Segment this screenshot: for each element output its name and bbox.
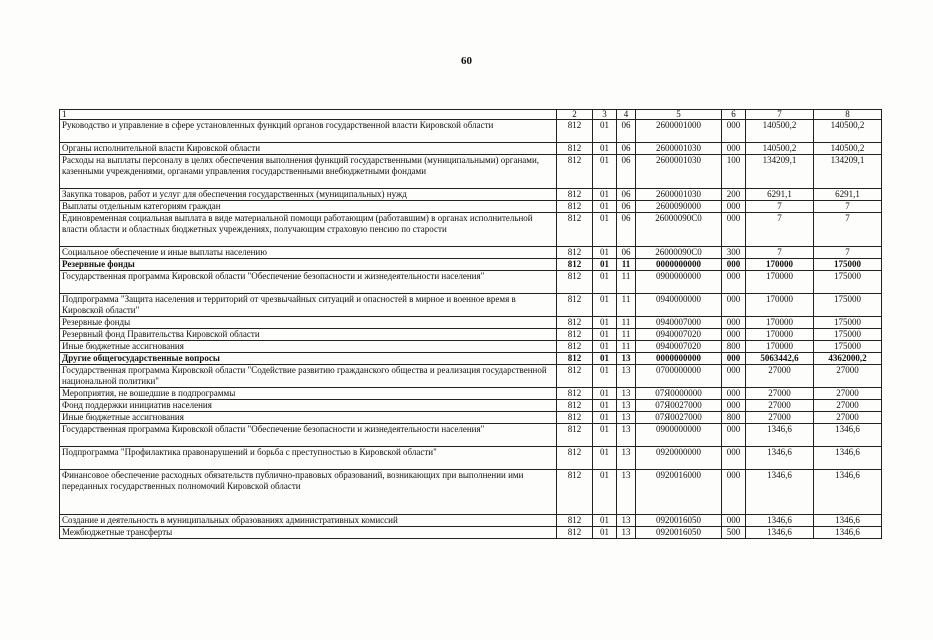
subsection-cell: 13 bbox=[617, 424, 636, 447]
amount-year1-cell: 1346,6 bbox=[746, 515, 814, 527]
section-cell: 01 bbox=[593, 120, 617, 143]
table-row bbox=[60, 271, 882, 294]
subsection-cell: 06 bbox=[617, 189, 636, 201]
table-row bbox=[60, 189, 882, 201]
subsection-cell: 13 bbox=[617, 527, 636, 539]
section-cell: 01 bbox=[593, 515, 617, 527]
subsection-cell: 11 bbox=[617, 259, 636, 271]
target-article-cell: 2600001030 bbox=[636, 155, 722, 189]
table-row bbox=[60, 155, 882, 189]
subsection-cell: 11 bbox=[617, 341, 636, 353]
row-name-cell: Подпрограмма "Профилактика правонарушений и борьба с преступностью в Кировской области" bbox=[60, 447, 557, 470]
code-cell: 812 bbox=[557, 201, 593, 213]
expense-type-cell: 300 bbox=[722, 247, 746, 259]
code-cell: 812 bbox=[557, 353, 593, 365]
amount-year1-cell: 170000 bbox=[746, 341, 814, 353]
expense-type-cell: 000 bbox=[722, 201, 746, 213]
subsection-cell: 06 bbox=[617, 155, 636, 189]
section-cell: 01 bbox=[593, 213, 617, 247]
amount-year1-cell: 5063442,6 bbox=[746, 353, 814, 365]
section-cell: 01 bbox=[593, 470, 617, 515]
subsection-cell: 13 bbox=[617, 353, 636, 365]
table-row bbox=[60, 341, 882, 353]
amount-year2-cell: 175000 bbox=[814, 317, 882, 329]
column-header: 1 bbox=[60, 110, 557, 120]
amount-year2-cell: 175000 bbox=[814, 294, 882, 317]
amount-year2-cell: 1346,6 bbox=[814, 470, 882, 515]
code-cell: 812 bbox=[557, 341, 593, 353]
amount-year1-cell: 7 bbox=[746, 201, 814, 213]
amount-year1-cell: 170000 bbox=[746, 317, 814, 329]
amount-year2-cell: 7 bbox=[814, 201, 882, 213]
subsection-cell: 06 bbox=[617, 247, 636, 259]
code-cell: 812 bbox=[557, 365, 593, 388]
expense-type-cell: 000 bbox=[722, 424, 746, 447]
subsection-cell: 11 bbox=[617, 294, 636, 317]
row-name-cell: Органы исполнительной власти Кировской области bbox=[60, 143, 557, 155]
table-row bbox=[60, 412, 882, 424]
expense-type-cell: 800 bbox=[722, 341, 746, 353]
subsection-cell: 13 bbox=[617, 388, 636, 400]
section-cell: 01 bbox=[593, 155, 617, 189]
code-cell: 812 bbox=[557, 271, 593, 294]
amount-year1-cell: 7 bbox=[746, 247, 814, 259]
row-name-cell: Резервный фонд Правительства Кировской области bbox=[60, 329, 557, 341]
row-name-cell: Социальное обеспечение и иные выплаты населению bbox=[60, 247, 557, 259]
subsection-cell: 06 bbox=[617, 120, 636, 143]
amount-year2-cell: 7 bbox=[814, 247, 882, 259]
target-article-cell: 0920016050 bbox=[636, 527, 722, 539]
code-cell: 812 bbox=[557, 388, 593, 400]
row-name-cell: Финансовое обеспечение расходных обязательств публично-правовых образований, возникающих при выполнении ими переданных государственных полномочий Кировской области bbox=[60, 470, 557, 515]
section-cell: 01 bbox=[593, 447, 617, 470]
expense-type-cell: 000 bbox=[722, 294, 746, 317]
row-name-cell: Подпрограмма "Защита населения и территорий от чрезвычайных ситуаций и опасностей в мирное и военное время в Кировской области" bbox=[60, 294, 557, 317]
subsection-cell: 13 bbox=[617, 470, 636, 515]
target-article-cell: 0000000000 bbox=[636, 259, 722, 271]
column-header: 2 bbox=[557, 110, 593, 120]
section-cell: 01 bbox=[593, 143, 617, 155]
amount-year1-cell: 27000 bbox=[746, 365, 814, 388]
table-row bbox=[60, 470, 882, 515]
budget-table bbox=[59, 109, 882, 539]
subsection-cell: 13 bbox=[617, 447, 636, 470]
table-row bbox=[60, 447, 882, 470]
target-article-cell: 0900000000 bbox=[636, 424, 722, 447]
target-article-cell: 07Я0027000 bbox=[636, 412, 722, 424]
subsection-cell: 13 bbox=[617, 365, 636, 388]
row-name-cell: Создание и деятельность в муниципальных образованиях административных комиссий bbox=[60, 515, 557, 527]
target-article-cell: 0940007000 bbox=[636, 317, 722, 329]
section-cell: 01 bbox=[593, 424, 617, 447]
table-row bbox=[60, 527, 882, 539]
amount-year2-cell: 27000 bbox=[814, 412, 882, 424]
row-name-cell: Резервные фонды bbox=[60, 317, 557, 329]
target-article-cell: 2600001000 bbox=[636, 120, 722, 143]
amount-year1-cell: 1346,6 bbox=[746, 424, 814, 447]
header-row bbox=[60, 110, 882, 120]
amount-year1-cell: 170000 bbox=[746, 294, 814, 317]
table-row bbox=[60, 329, 882, 341]
expense-type-cell: 000 bbox=[722, 400, 746, 412]
page-number: 60 bbox=[461, 55, 472, 67]
expense-type-cell: 800 bbox=[722, 412, 746, 424]
code-cell: 812 bbox=[557, 400, 593, 412]
target-article-cell: 0920000000 bbox=[636, 447, 722, 470]
section-cell: 01 bbox=[593, 388, 617, 400]
subsection-cell: 11 bbox=[617, 317, 636, 329]
table-row bbox=[60, 388, 882, 400]
subsection-cell: 11 bbox=[617, 271, 636, 294]
section-cell: 01 bbox=[593, 329, 617, 341]
expense-type-cell: 000 bbox=[722, 213, 746, 247]
subsection-cell: 13 bbox=[617, 400, 636, 412]
section-cell: 01 bbox=[593, 317, 617, 329]
amount-year1-cell: 140500,2 bbox=[746, 143, 814, 155]
section-cell: 01 bbox=[593, 271, 617, 294]
amount-year2-cell: 140500,2 bbox=[814, 120, 882, 143]
row-name-cell: Мероприятия, не вошедшие в подпрограммы bbox=[60, 388, 557, 400]
row-name-cell: Выплаты отдельным категориям граждан bbox=[60, 201, 557, 213]
section-cell: 01 bbox=[593, 412, 617, 424]
code-cell: 812 bbox=[557, 155, 593, 189]
expense-type-cell: 200 bbox=[722, 189, 746, 201]
amount-year1-cell: 1346,6 bbox=[746, 447, 814, 470]
amount-year2-cell: 175000 bbox=[814, 341, 882, 353]
expense-type-cell: 000 bbox=[722, 329, 746, 341]
target-article-cell: 2600001030 bbox=[636, 143, 722, 155]
amount-year1-cell: 27000 bbox=[746, 388, 814, 400]
amount-year2-cell: 1346,6 bbox=[814, 527, 882, 539]
code-cell: 812 bbox=[557, 120, 593, 143]
expense-type-cell: 000 bbox=[722, 470, 746, 515]
section-cell: 01 bbox=[593, 259, 617, 271]
subsection-cell: 06 bbox=[617, 213, 636, 247]
amount-year2-cell: 27000 bbox=[814, 388, 882, 400]
target-article-cell: 0940007020 bbox=[636, 341, 722, 353]
expense-type-cell: 000 bbox=[722, 515, 746, 527]
amount-year2-cell: 7 bbox=[814, 213, 882, 247]
row-name-cell: Государственная программа Кировской области "Содействие развитию гражданского общества и реализация государственной национальной политики" bbox=[60, 365, 557, 388]
target-article-cell: 0900000000 bbox=[636, 271, 722, 294]
target-article-cell: 0920016000 bbox=[636, 470, 722, 515]
amount-year2-cell: 175000 bbox=[814, 271, 882, 294]
section-cell: 01 bbox=[593, 400, 617, 412]
code-cell: 812 bbox=[557, 247, 593, 259]
section-cell: 01 bbox=[593, 294, 617, 317]
amount-year1-cell: 170000 bbox=[746, 271, 814, 294]
code-cell: 812 bbox=[557, 470, 593, 515]
expense-type-cell: 000 bbox=[722, 143, 746, 155]
target-article-cell: 07Я0027000 bbox=[636, 400, 722, 412]
section-cell: 01 bbox=[593, 353, 617, 365]
amount-year1-cell: 170000 bbox=[746, 259, 814, 271]
subsection-cell: 13 bbox=[617, 515, 636, 527]
amount-year1-cell: 170000 bbox=[746, 329, 814, 341]
code-cell: 812 bbox=[557, 259, 593, 271]
row-name-cell: Руководство и управление в сфере установленных функций органов государственной власти Кировской области bbox=[60, 120, 557, 143]
code-cell: 812 bbox=[557, 424, 593, 447]
section-cell: 01 bbox=[593, 365, 617, 388]
column-header: 4 bbox=[617, 110, 636, 120]
expense-type-cell: 000 bbox=[722, 259, 746, 271]
row-name-cell: Единовременная социальная выплата в виде материальной помощи работающим (работавшим) в органах исполнительной власти области и областных бюджетных учреждениях, получающим страховую пенсию по старости bbox=[60, 213, 557, 247]
target-article-cell: 26000090C0 bbox=[636, 213, 722, 247]
table-row bbox=[60, 201, 882, 213]
table-row bbox=[60, 213, 882, 247]
column-header: 7 bbox=[746, 110, 814, 120]
code-cell: 812 bbox=[557, 515, 593, 527]
row-name-cell: Расходы на выплаты персоналу в целях обеспечения выполнения функций государственными (муниципальными) органами, казенными учреждениями, органами управления государственными внебюджетными фондами bbox=[60, 155, 557, 189]
table-row bbox=[60, 259, 882, 271]
amount-year2-cell: 175000 bbox=[814, 329, 882, 341]
table-row bbox=[60, 294, 882, 317]
table-row bbox=[60, 120, 882, 143]
amount-year2-cell: 175000 bbox=[814, 259, 882, 271]
amount-year1-cell: 6291,1 bbox=[746, 189, 814, 201]
expense-type-cell: 000 bbox=[722, 365, 746, 388]
expense-type-cell: 000 bbox=[722, 353, 746, 365]
target-article-cell: 0000000000 bbox=[636, 353, 722, 365]
table-row bbox=[60, 143, 882, 155]
expense-type-cell: 000 bbox=[722, 388, 746, 400]
code-cell: 812 bbox=[557, 294, 593, 317]
amount-year2-cell: 1346,6 bbox=[814, 515, 882, 527]
amount-year1-cell: 1346,6 bbox=[746, 470, 814, 515]
row-name-cell: Государственная программа Кировской области "Обеспечение безопасности и жизнедеятельности населения" bbox=[60, 271, 557, 294]
amount-year1-cell: 27000 bbox=[746, 412, 814, 424]
table-row bbox=[60, 365, 882, 388]
amount-year2-cell: 134209,1 bbox=[814, 155, 882, 189]
expense-type-cell: 000 bbox=[722, 447, 746, 470]
amount-year2-cell: 1346,6 bbox=[814, 447, 882, 470]
table-row bbox=[60, 247, 882, 259]
target-article-cell: 0920016050 bbox=[636, 515, 722, 527]
target-article-cell: 26000090C0 bbox=[636, 247, 722, 259]
table-row bbox=[60, 515, 882, 527]
table-row bbox=[60, 317, 882, 329]
code-cell: 812 bbox=[557, 527, 593, 539]
row-name-cell: Фонд поддержки инициатив населения bbox=[60, 400, 557, 412]
code-cell: 812 bbox=[557, 213, 593, 247]
code-cell: 812 bbox=[557, 317, 593, 329]
amount-year1-cell: 134209,1 bbox=[746, 155, 814, 189]
target-article-cell: 0940000000 bbox=[636, 294, 722, 317]
amount-year2-cell: 6291,1 bbox=[814, 189, 882, 201]
expense-type-cell: 000 bbox=[722, 317, 746, 329]
row-name-cell: Государственная программа Кировской области "Обеспечение безопасности и жизнедеятельности населения" bbox=[60, 424, 557, 447]
column-header: 3 bbox=[593, 110, 617, 120]
table-row bbox=[60, 424, 882, 447]
amount-year1-cell: 27000 bbox=[746, 400, 814, 412]
expense-type-cell: 000 bbox=[722, 120, 746, 143]
target-article-cell: 0940007020 bbox=[636, 329, 722, 341]
column-header: 6 bbox=[722, 110, 746, 120]
subsection-cell: 06 bbox=[617, 201, 636, 213]
row-name-cell: Закупка товаров, работ и услуг для обеспечения государственных (муниципальных) нужд bbox=[60, 189, 557, 201]
row-name-cell: Иные бюджетные ассигнования bbox=[60, 341, 557, 353]
table-row bbox=[60, 353, 882, 365]
code-cell: 812 bbox=[557, 412, 593, 424]
amount-year1-cell: 140500,2 bbox=[746, 120, 814, 143]
section-cell: 01 bbox=[593, 247, 617, 259]
table-row bbox=[60, 400, 882, 412]
amount-year2-cell: 1346,6 bbox=[814, 424, 882, 447]
expense-type-cell: 000 bbox=[722, 271, 746, 294]
section-cell: 01 bbox=[593, 189, 617, 201]
column-header: 5 bbox=[636, 110, 722, 120]
section-cell: 01 bbox=[593, 527, 617, 539]
target-article-cell: 2600090000 bbox=[636, 201, 722, 213]
subsection-cell: 13 bbox=[617, 412, 636, 424]
amount-year2-cell: 27000 bbox=[814, 365, 882, 388]
column-header: 8 bbox=[814, 110, 882, 120]
expense-type-cell: 500 bbox=[722, 527, 746, 539]
row-name-cell: Иные бюджетные ассигнования bbox=[60, 412, 557, 424]
expense-type-cell: 100 bbox=[722, 155, 746, 189]
code-cell: 812 bbox=[557, 447, 593, 470]
code-cell: 812 bbox=[557, 143, 593, 155]
subsection-cell: 06 bbox=[617, 143, 636, 155]
target-article-cell: 2600001030 bbox=[636, 189, 722, 201]
section-cell: 01 bbox=[593, 201, 617, 213]
row-name-cell: Межбюджетные трансферты bbox=[60, 527, 557, 539]
section-cell: 01 bbox=[593, 341, 617, 353]
target-article-cell: 0700000000 bbox=[636, 365, 722, 388]
amount-year2-cell: 4362000,2 bbox=[814, 353, 882, 365]
subsection-cell: 11 bbox=[617, 329, 636, 341]
code-cell: 812 bbox=[557, 329, 593, 341]
amount-year2-cell: 140500,2 bbox=[814, 143, 882, 155]
amount-year2-cell: 27000 bbox=[814, 400, 882, 412]
target-article-cell: 07Я0000000 bbox=[636, 388, 722, 400]
code-cell: 812 bbox=[557, 189, 593, 201]
row-name-cell: Резервные фонды bbox=[60, 259, 557, 271]
amount-year1-cell: 1346,6 bbox=[746, 527, 814, 539]
table-body bbox=[60, 110, 882, 539]
row-name-cell: Другие общегосударственные вопросы bbox=[60, 353, 557, 365]
amount-year1-cell: 7 bbox=[746, 213, 814, 247]
